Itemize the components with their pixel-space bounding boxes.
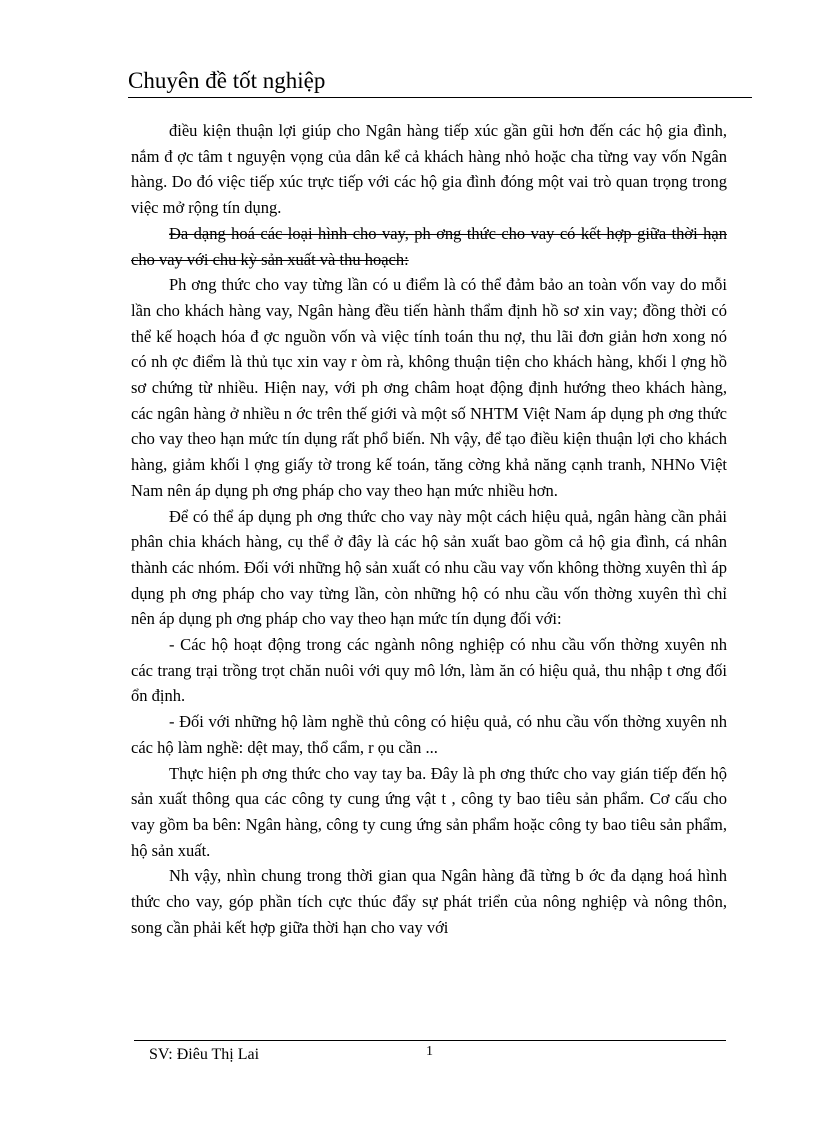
page-header-title: Chuyên đề tốt nghiệp	[128, 68, 326, 93]
paragraph: - Các hộ hoạt động trong các ngành nông nghiệp có nhu cầu vốn thờng xuyên nh các trang trại trồng trọt chăn nuôi với quy mô lớn, làm ăn có hiệu quả, thu nhập t ơng đối ổn định.	[131, 635, 727, 706]
footer-student-name: SV: Điêu Thị Lai	[149, 1046, 260, 1063]
paragraph: Nh vậy, nhìn chung trong thời gian qua Ngân hàng đã từng b ớc đa dạng hoá hình thức cho vay, góp phần tích cực thúc đẩy sự phát triển của nông nghiệp và nông thôn, song cần phải kết hợp giữa thời hạn cho vay với	[131, 866, 727, 937]
paragraph: Thực hiện ph ơng thức cho vay tay ba. Đây là ph ơng thức cho vay gián tiếp đến hộ sản xuất thông qua các công ty cung ứng vật t , công ty bao tiêu sản phẩm. Cơ cấu cho vay gồm ba bên: Ngân hàng, công ty cung ứng sản phẩm hoặc công ty bao tiêu sản phẩm, hộ sản xuất.	[131, 763, 727, 860]
paragraph: điều kiện thuận lợi giúp cho Ngân hàng tiếp xúc gần gũi hơn đến các hộ gia đình, nắm đ ợc tâm t nguyện vọng của dân kể cả khách hàng nhỏ hoặc cha từng vay vốn Ngân hàng. Do đó việc tiếp xúc trực tiếp với các hộ gia đình đóng một vai trò quan trọng trong việc mở rộng tín dụng.	[131, 121, 727, 218]
paragraph-heading-struck: Đa dạng hoá các loại hình cho vay, ph ơng thức cho vay có kết hợp giữa thời hạn cho vay với chu kỳ sản xuất và thu hoạch:	[131, 223, 727, 269]
document-body	[131, 118, 727, 941]
page-number: 1	[426, 1044, 433, 1059]
paragraph: - Đối với những hộ làm nghề thủ công có hiệu quả, có nhu cầu vốn thờng xuyên nh các hộ làm nghề: dệt may, thổ cẩm, r ọu cần ...	[131, 712, 727, 757]
paragraph: Ph ơng thức cho vay từng lần có u điểm là có thể đảm bảo an toàn vốn vay do mỗi lần cho khách hàng vay, Ngân hàng đều tiến hành thẩm định hồ sơ xin vay; đồng thời có thể kế hoạch hóa đ ợc nguồn vốn và việc tính toán thu nợ, thu lãi đơn giản hơn xong nó có nh ợc điểm là thủ tục xin vay r òm rà, không thuận tiện cho khách hàng, khối l ợng hồ sơ chứng từ nhiều. Hiện nay, với ph ơng châm hoạt động định hướng theo khách hàng, các ngân hàng ở nhiều n ớc trên thế giới và một số NHTM Việt Nam áp dụng ph ơng thức cho vay theo hạn mức tín dụng rất phổ biến. Nh vậy, để tạo điều kiện thuận lợi cho khách hàng, giảm khối l ợng giấy tờ trong kế toán, tăng cờng khả năng cạnh tranh, NHNo Việt Nam nên áp dụng ph ơng pháp cho vay theo hạn mức nhiều hơn.	[131, 275, 727, 500]
footer-divider	[134, 1040, 726, 1041]
paragraph: Để có thể áp dụng ph ơng thức cho vay này một cách hiệu quả, ngân hàng cần phải phân chia khách hàng, cụ thể ở đây là các hộ sản xuất bao gồm cả hộ gia đình, cá nhân thành các nhóm. Đối với những hộ sản xuất có nhu cầu vay vốn không thờng xuyên thì áp dụng ph ơng pháp cho vay từng lần, còn những hộ có nhu cầu vốn thờng xuyên thì chỉ nên áp dụng ph ơng pháp cho vay theo hạn mức tín dụng đối với:	[131, 506, 727, 629]
header-divider	[128, 97, 752, 98]
